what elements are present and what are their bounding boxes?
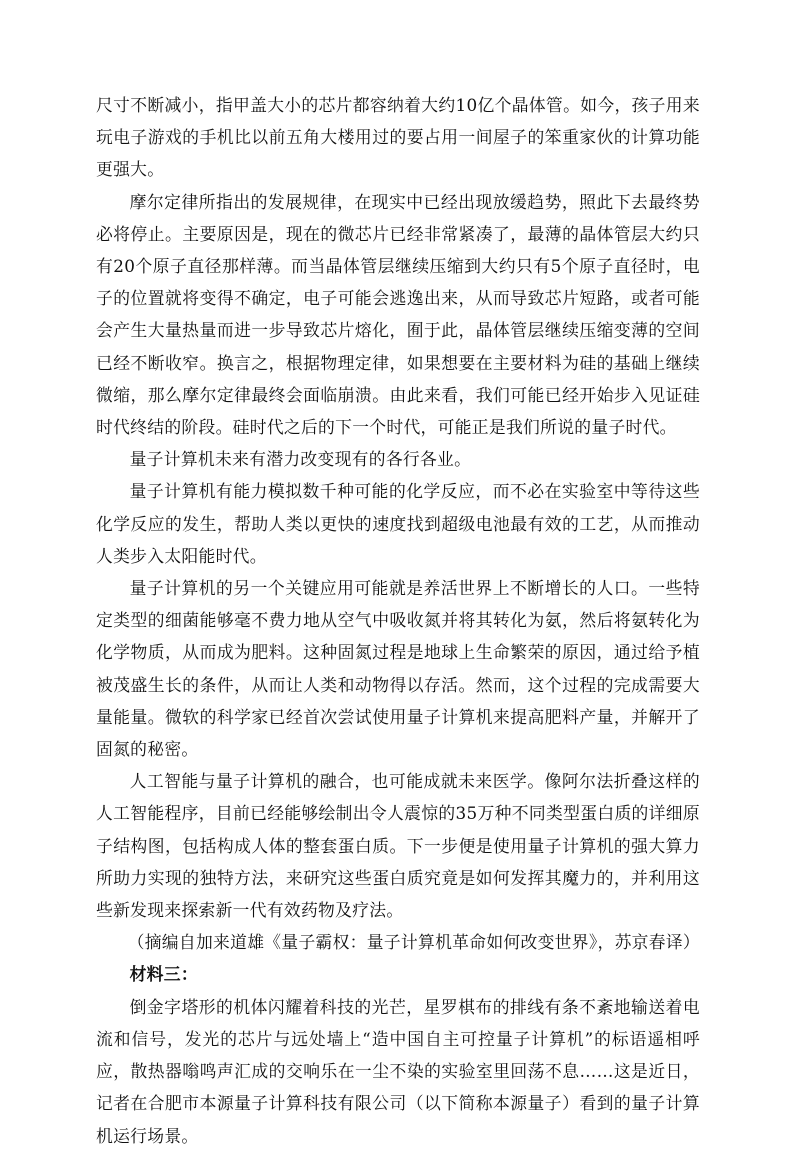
material-three-heading: 材料三： bbox=[129, 964, 198, 985]
paragraph-quantum-potential: 量子计算机未来有潜力改变现有的各行各业。 bbox=[129, 449, 472, 470]
source-citation: （摘编自加来道雄《量子霸权：量子计算机革命如何改变世界》，苏京春译） bbox=[127, 932, 700, 953]
document-body bbox=[96, 89, 700, 1152]
paragraph-continuation: 尺寸不断减小，指甲盖大小的芯片都容纳着大约10亿个晶体管。如今，孩子用来玩电子游戏的手机比以前五角大楼用过的要占用一间屋子的笨重家伙的计算功能更强大。 bbox=[96, 95, 700, 180]
paragraph-moores-law: 摩尔定律所指出的发展规律，在现实中已经出现放缓趋势，照此下去最终势必将停止。主要原因是，现在的微芯片已经非常紧凑了，最薄的晶体管层大约只有20个原子直径那样薄。而当晶体管层继续压缩到大约只有5个原子直径时，电子的位置就将变得不确定，电子可能会逃逸出来，从而导致芯片短路，或者可能会产生大量热量而进一步导致芯片熔化，囿于此，晶体管层继续压缩变薄的空间已经不断收窄。换言之，根据物理定律，如果想要在主要材料为硅的基础上继续微缩，那么摩尔定律最终会面临崩溃。由此来看，我们可能已经开始步入见证硅时代终结的阶段。硅时代之后的下一个时代，可能正是我们所说的量子时代。 bbox=[96, 191, 700, 438]
paragraph-material-three: 倒金字塔形的机体闪耀着科技的光芒，星罗棋布的排线有条不紊地输送着电流和信号，发光的芯片与远处墙上“造中国自主可控量子计算机”的标语遥相呼应，散热器嗡鸣声汇成的交响乐在一尘不染的实验室里回荡不息……这是近日，记者在合肥市本源量子计算科技有限公司（以下简称本源量子）看到的量子计算机运行场景。 bbox=[96, 996, 700, 1146]
paragraph-ai-medicine: 人工智能与量子计算机的融合，也可能成就未来医学。像阿尔法折叠这样的人工智能程序，目前已经能够绘制出令人震惊的35万种不同类型蛋白质的详细原子结构图，包括构成人体的整套蛋白质。下一步便是使用量子计算机的强大算力所助力实现的独特方法，来研究这些蛋白质究竟是如何发挥其魔力的，并利用这些新发现来探索新一代有效药物及疗法。 bbox=[96, 771, 700, 921]
paragraph-nitrogen-fixation: 量子计算机的另一个关键应用可能就是养活世界上不断增长的人口。一些特定类型的细菌能够毫不费力地从空气中吸收氮并将其转化为氨，然后将氨转化为化学物质，从而成为肥料。这种固氮过程是地球上生命繁荣的原因，通过给予植被茂盛生长的条件，从而让人类和动物得以存活。然而，这个过程的完成需要大量能量。微软的科学家已经首次尝试使用量子计算机来提高肥料产量，并解开了固氮的秘密。 bbox=[96, 578, 700, 760]
paragraph-chemical-reactions: 量子计算机有能力模拟数千种可能的化学反应，而不必在实验室中等待这些化学反应的发生，帮助人类以更快的速度找到超级电池最有效的工艺，从而推动人类步入太阳能时代。 bbox=[96, 481, 700, 566]
